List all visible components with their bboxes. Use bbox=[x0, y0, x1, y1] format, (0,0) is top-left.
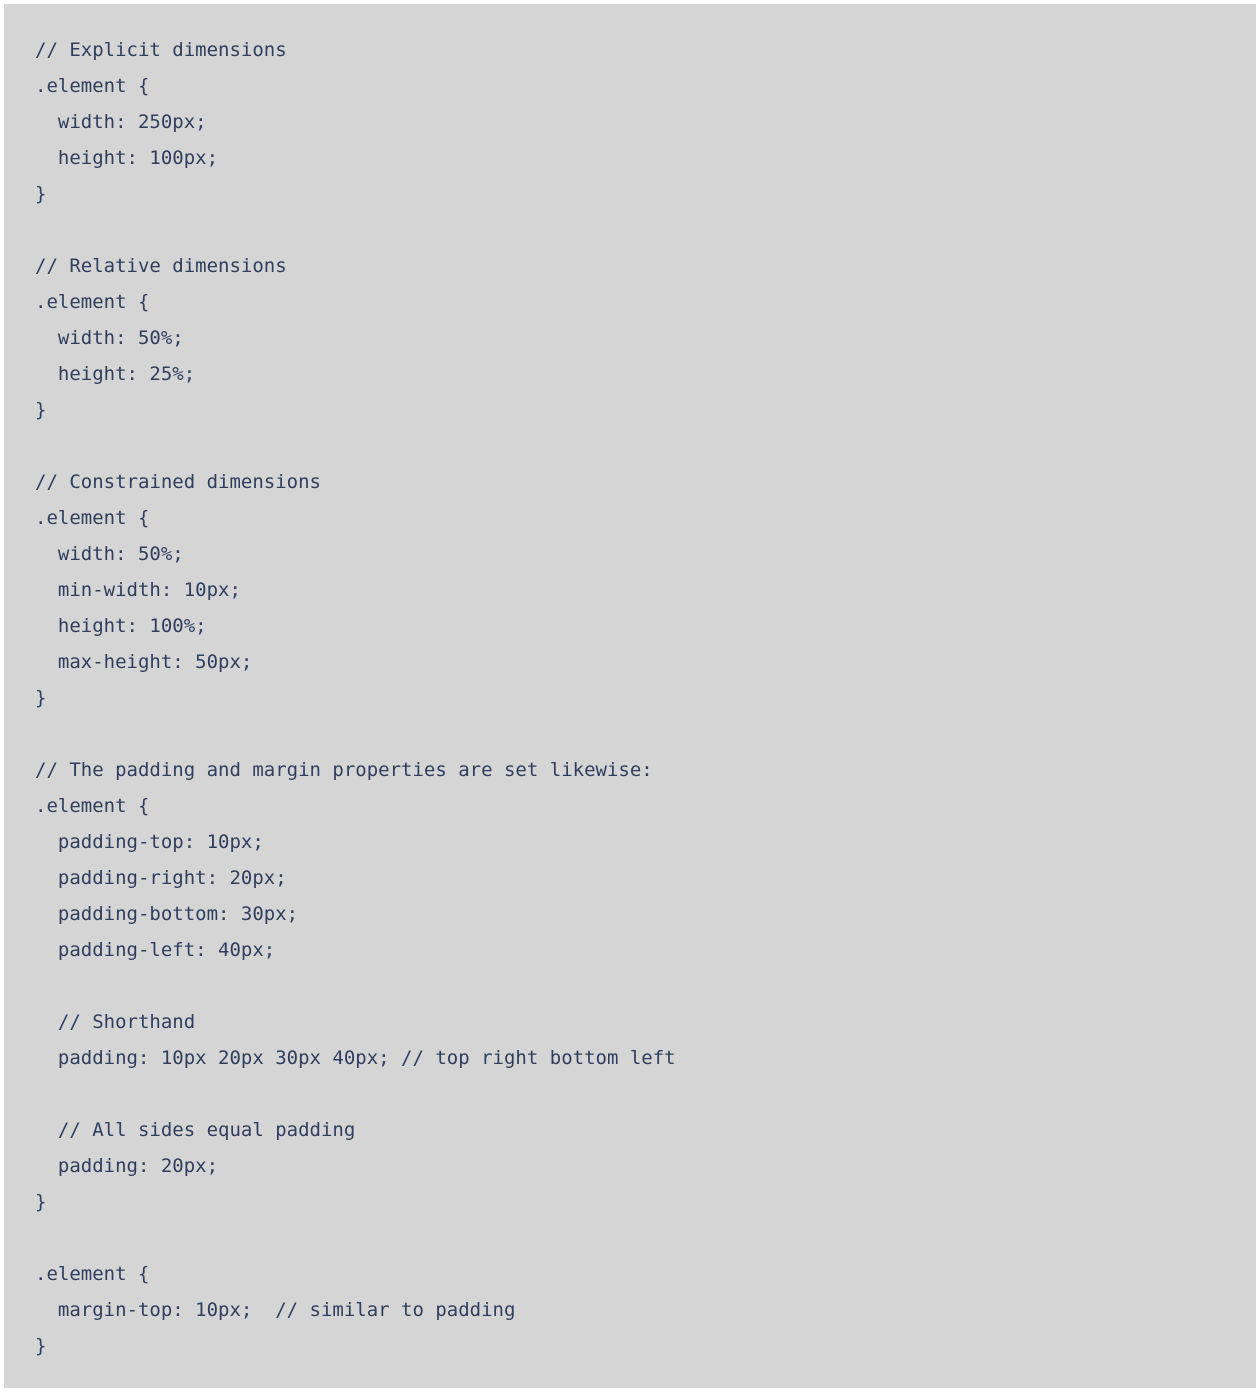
code-block bbox=[4, 4, 1256, 1388]
code-line: padding-bottom: 30px; bbox=[35, 903, 299, 925]
code-line: padding-right: 20px; bbox=[35, 867, 287, 889]
code-line: padding: 10px 20px 30px 40px; // top right bottom left bbox=[35, 1047, 676, 1069]
code-line: // Constrained dimensions bbox=[35, 471, 321, 493]
code-line: .element { bbox=[35, 795, 150, 817]
code-line: max-height: 50px; bbox=[35, 651, 253, 673]
code-line-blank bbox=[35, 968, 1256, 1004]
code-line: .element { bbox=[35, 507, 150, 529]
code-line: } bbox=[35, 399, 47, 421]
code-line: width: 250px; bbox=[35, 111, 207, 133]
code-line: min-width: 10px; bbox=[35, 579, 241, 601]
code-line: .element { bbox=[35, 291, 150, 313]
code-line-blank bbox=[35, 716, 1256, 752]
code-line: // Shorthand bbox=[35, 1011, 196, 1033]
code-line: .element { bbox=[35, 1263, 150, 1285]
code-line-blank bbox=[35, 1076, 1256, 1112]
code-line: padding-left: 40px; bbox=[35, 939, 276, 961]
code-line: margin-top: 10px; // similar to padding bbox=[35, 1299, 516, 1321]
code-line: // The padding and margin properties are set likewise: bbox=[35, 759, 653, 781]
code-line-blank bbox=[35, 1220, 1256, 1256]
code-line-blank bbox=[35, 428, 1256, 464]
code-line: // All sides equal padding bbox=[35, 1119, 356, 1141]
code-line: .element { bbox=[35, 75, 150, 97]
code-line: height: 100px; bbox=[35, 147, 219, 169]
code-line: height: 25%; bbox=[35, 363, 196, 385]
code-line: width: 50%; bbox=[35, 543, 184, 565]
code-line: // Relative dimensions bbox=[35, 255, 287, 277]
code-line: padding-top: 10px; bbox=[35, 831, 264, 853]
code-line: } bbox=[35, 183, 47, 205]
code-line: padding: 20px; bbox=[35, 1155, 219, 1177]
code-line: width: 50%; bbox=[35, 327, 184, 349]
code-line: // Explicit dimensions bbox=[35, 39, 287, 61]
code-line: } bbox=[35, 687, 47, 709]
code-line: height: 100%; bbox=[35, 615, 207, 637]
code-line: } bbox=[35, 1191, 47, 1213]
code-line-blank bbox=[35, 212, 1256, 248]
code-line: } bbox=[35, 1335, 47, 1357]
